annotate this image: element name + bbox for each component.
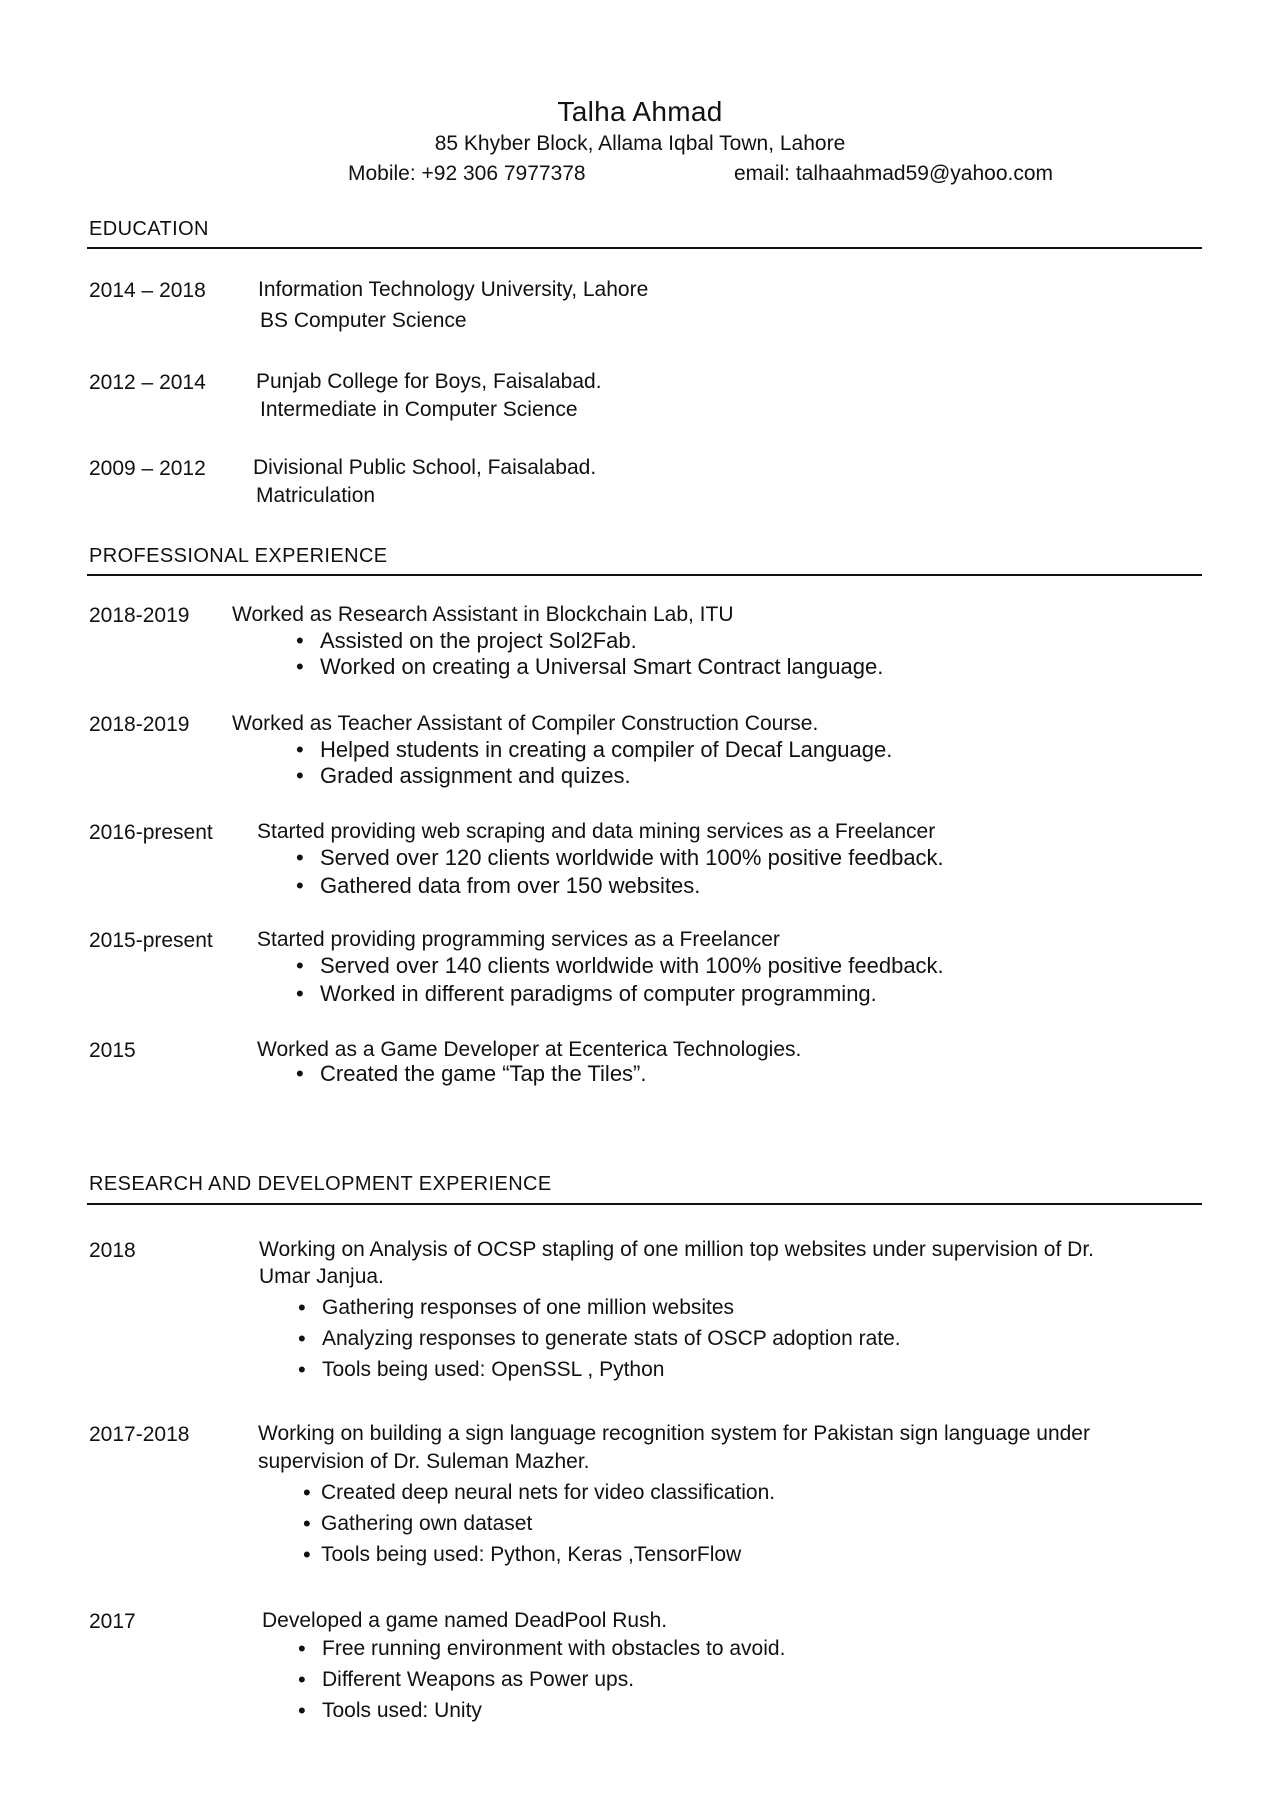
entry-bullets: [303, 1477, 775, 1570]
entry-institution: Punjab College for Boys, Faisalabad.: [256, 370, 602, 393]
bullet-item: • Analyzing responses to generate stats of OSCP adoption rate.: [298, 1323, 901, 1354]
education-divider: [87, 247, 1202, 249]
bullet-item: • Served over 140 clients worldwide with 100% positive feedback.: [296, 952, 944, 980]
bullet-item: • Helped students in creating a compiler of Decaf Language.: [296, 737, 892, 763]
entry-date: 2009 – 2012: [89, 457, 206, 480]
entry-institution: Information Technology University, Lahore: [258, 278, 649, 301]
bullet-item: • Gathered data from over 150 websites.: [296, 872, 944, 900]
bullet-item: • Served over 120 clients worldwide with 100% positive feedback.: [296, 844, 944, 872]
entry-role: Worked as Teacher Assistant of Compiler Construction Course.: [232, 712, 819, 735]
entry-bullets: [296, 952, 944, 1008]
entry-date: 2018-2019: [89, 713, 190, 736]
email-address: email: talhaahmad59@yahoo.com: [734, 162, 1053, 185]
entry-date: 2017-2018: [89, 1423, 190, 1446]
entry-bullets: [298, 1292, 901, 1385]
entry-bullets: [296, 737, 892, 789]
entry-role: Worked as Research Assistant in Blockchain Lab, ITU: [232, 603, 734, 626]
entry-degree: Matriculation: [256, 484, 376, 507]
entry-bullets: [298, 1633, 785, 1726]
bullet-item: • Created the game “Tap the Tiles”.: [296, 1061, 647, 1087]
entry-description-cont: supervision of Dr. Suleman Mazher.: [258, 1450, 590, 1473]
entry-description: Developed a game named DeadPool Rush.: [262, 1609, 668, 1632]
education-heading: EDUCATION: [89, 218, 209, 240]
bullet-item: • Tools being used: Python, Keras ,TensorFlow: [303, 1539, 775, 1570]
entry-description: Working on Analysis of OCSP stapling of one million top websites under supervision of Dr.: [259, 1238, 1094, 1261]
entry-date: 2018-2019: [89, 604, 190, 627]
entry-degree: Intermediate in Computer Science: [260, 398, 578, 421]
research-heading: RESEARCH AND DEVELOPMENT EXPERIENCE: [89, 1173, 552, 1195]
bullet-item: • Assisted on the project Sol2Fab.: [296, 628, 883, 654]
entry-role: Worked as a Game Developer at Ecenterica Technologies.: [257, 1038, 802, 1061]
entry-degree: BS Computer Science: [260, 309, 467, 332]
entry-date: 2017: [89, 1610, 136, 1633]
bullet-item: • Created deep neural nets for video classification.: [303, 1477, 775, 1508]
entry-bullets: [296, 628, 883, 680]
mobile-number: Mobile: +92 306 7977378: [348, 162, 586, 185]
entry-date: 2016-present: [89, 821, 213, 844]
entry-bullets: [296, 1061, 647, 1087]
entry-date: 2015-present: [89, 929, 213, 952]
entry-role: Started providing web scraping and data mining services as a Freelancer: [257, 820, 936, 843]
bullet-item: • Gathering responses of one million websites: [298, 1292, 901, 1323]
experience-divider: [87, 574, 1202, 576]
entry-bullets: [296, 844, 944, 900]
bullet-item: • Tools being used: OpenSSL , Python: [298, 1354, 901, 1385]
address: 85 Khyber Block, Allama Iqbal Town, Lahore: [434, 132, 846, 155]
entry-institution: Divisional Public School, Faisalabad.: [253, 456, 597, 479]
entry-description: Working on building a sign language recognition system for Pakistan sign language under: [258, 1422, 1090, 1445]
bullet-item: • Worked in different paradigms of computer programming.: [296, 980, 944, 1008]
bullet-item: • Different Weapons as Power ups.: [298, 1664, 785, 1695]
entry-date: 2015: [89, 1039, 136, 1062]
entry-date: 2018: [89, 1239, 136, 1262]
entry-role: Started providing programming services as a Freelancer: [257, 928, 780, 951]
entry-date: 2014 – 2018: [89, 279, 206, 302]
candidate-name: Talha Ahmad: [557, 96, 723, 127]
research-divider: [87, 1203, 1202, 1205]
entry-description-cont: Umar Janjua.: [259, 1265, 384, 1288]
entry-date: 2012 – 2014: [89, 371, 206, 394]
bullet-item: • Gathering own dataset: [303, 1508, 775, 1539]
experience-heading: PROFESSIONAL EXPERIENCE: [89, 545, 388, 567]
bullet-item: • Graded assignment and quizes.: [296, 763, 892, 789]
bullet-item: • Tools used: Unity: [298, 1695, 785, 1726]
bullet-item: • Free running environment with obstacles to avoid.: [298, 1633, 785, 1664]
bullet-item: • Worked on creating a Universal Smart Contract language.: [296, 654, 883, 680]
